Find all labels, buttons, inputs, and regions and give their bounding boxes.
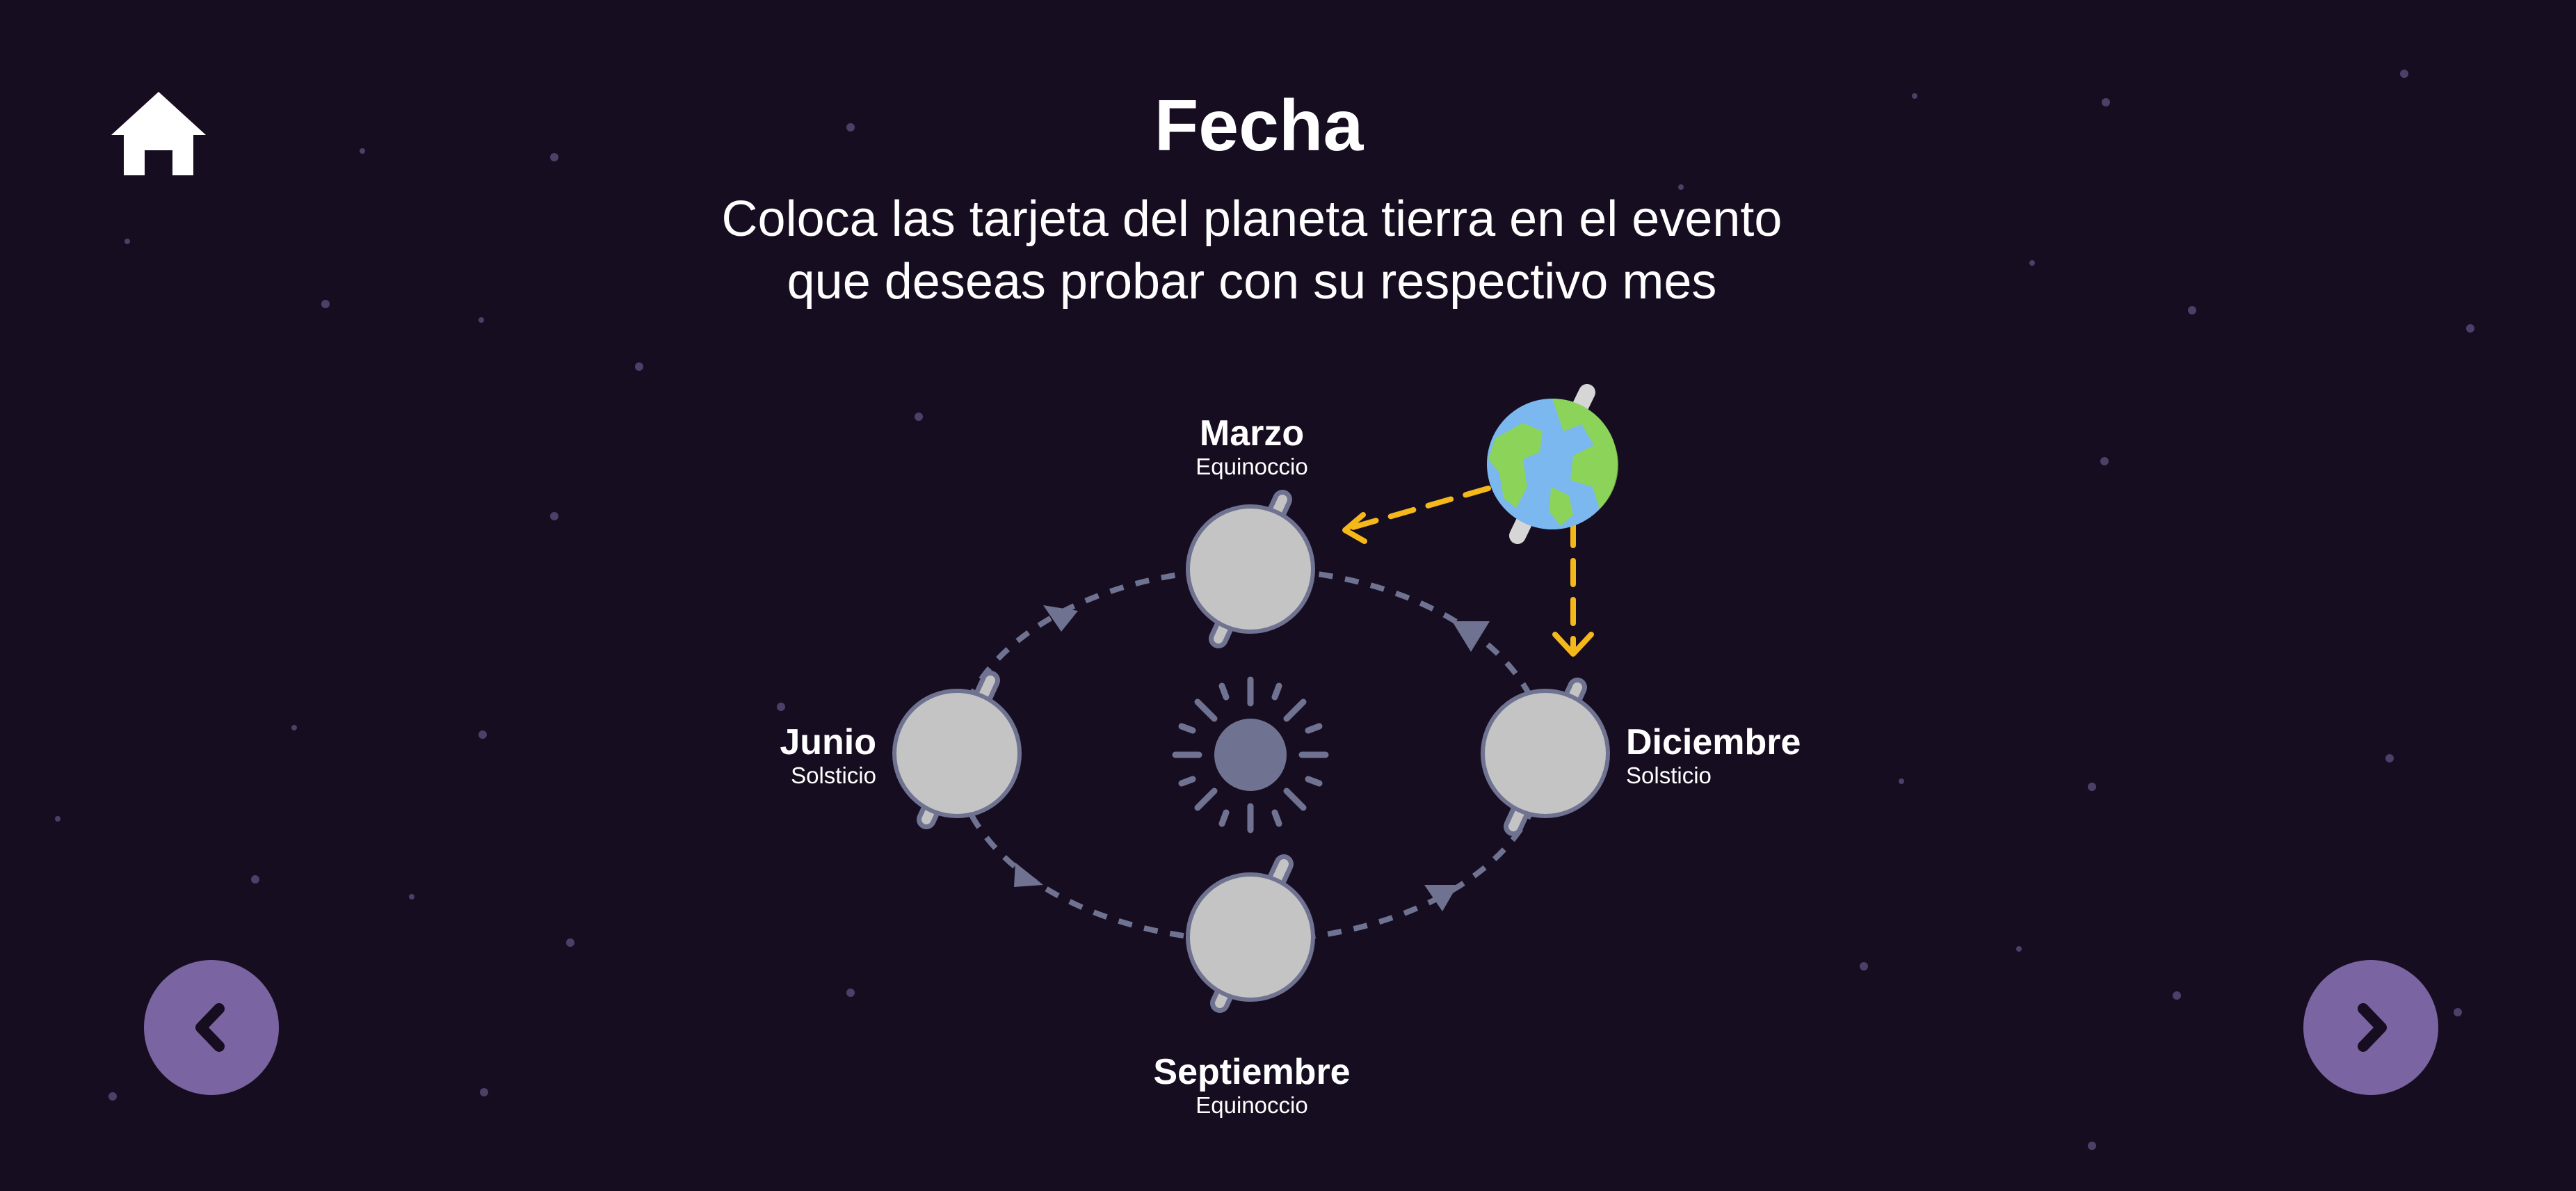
page-title: Fecha: [1154, 86, 1364, 166]
drop-slot-junio[interactable]: [894, 680, 1020, 820]
event-label-marzo: [1168, 413, 1335, 480]
event-type: Equinoccio: [1196, 1092, 1308, 1118]
month-name: Diciembre: [1626, 722, 1801, 762]
drop-slot-septiembre[interactable]: [1188, 864, 1313, 1003]
event-label-septiembre: [1127, 1052, 1377, 1119]
month-name: Marzo: [1199, 413, 1305, 454]
drop-slot-diciembre[interactable]: [1483, 687, 1608, 826]
event-type: Solsticio: [791, 762, 876, 788]
month-name: Septiembre: [1153, 1052, 1351, 1092]
instructions-line-2: que deseas probar con su respectivo mes: [787, 254, 1717, 310]
event-type: Solsticio: [1626, 762, 1712, 788]
orbit-direction-arrow: [1424, 885, 1458, 911]
month-name: Junio: [780, 722, 876, 762]
next-button[interactable]: [2303, 960, 2438, 1095]
chevron-left-icon: [144, 960, 279, 1095]
event-label-diciembre: [1626, 722, 1849, 789]
event-label-junio: [737, 722, 876, 789]
chevron-right-icon: [2303, 960, 2438, 1095]
earth-card-draggable[interactable]: [1487, 392, 1618, 536]
drop-slot-marzo[interactable]: [1188, 499, 1313, 639]
sun-icon: [1175, 680, 1326, 830]
event-type: Equinoccio: [1196, 454, 1308, 479]
orbit-direction-arrow: [1452, 621, 1490, 652]
orbit-direction-arrow: [1014, 863, 1043, 887]
previous-button[interactable]: [144, 960, 279, 1095]
instructions-line-1: Coloca las tarjeta del planeta tierra en el evento: [721, 191, 1782, 247]
